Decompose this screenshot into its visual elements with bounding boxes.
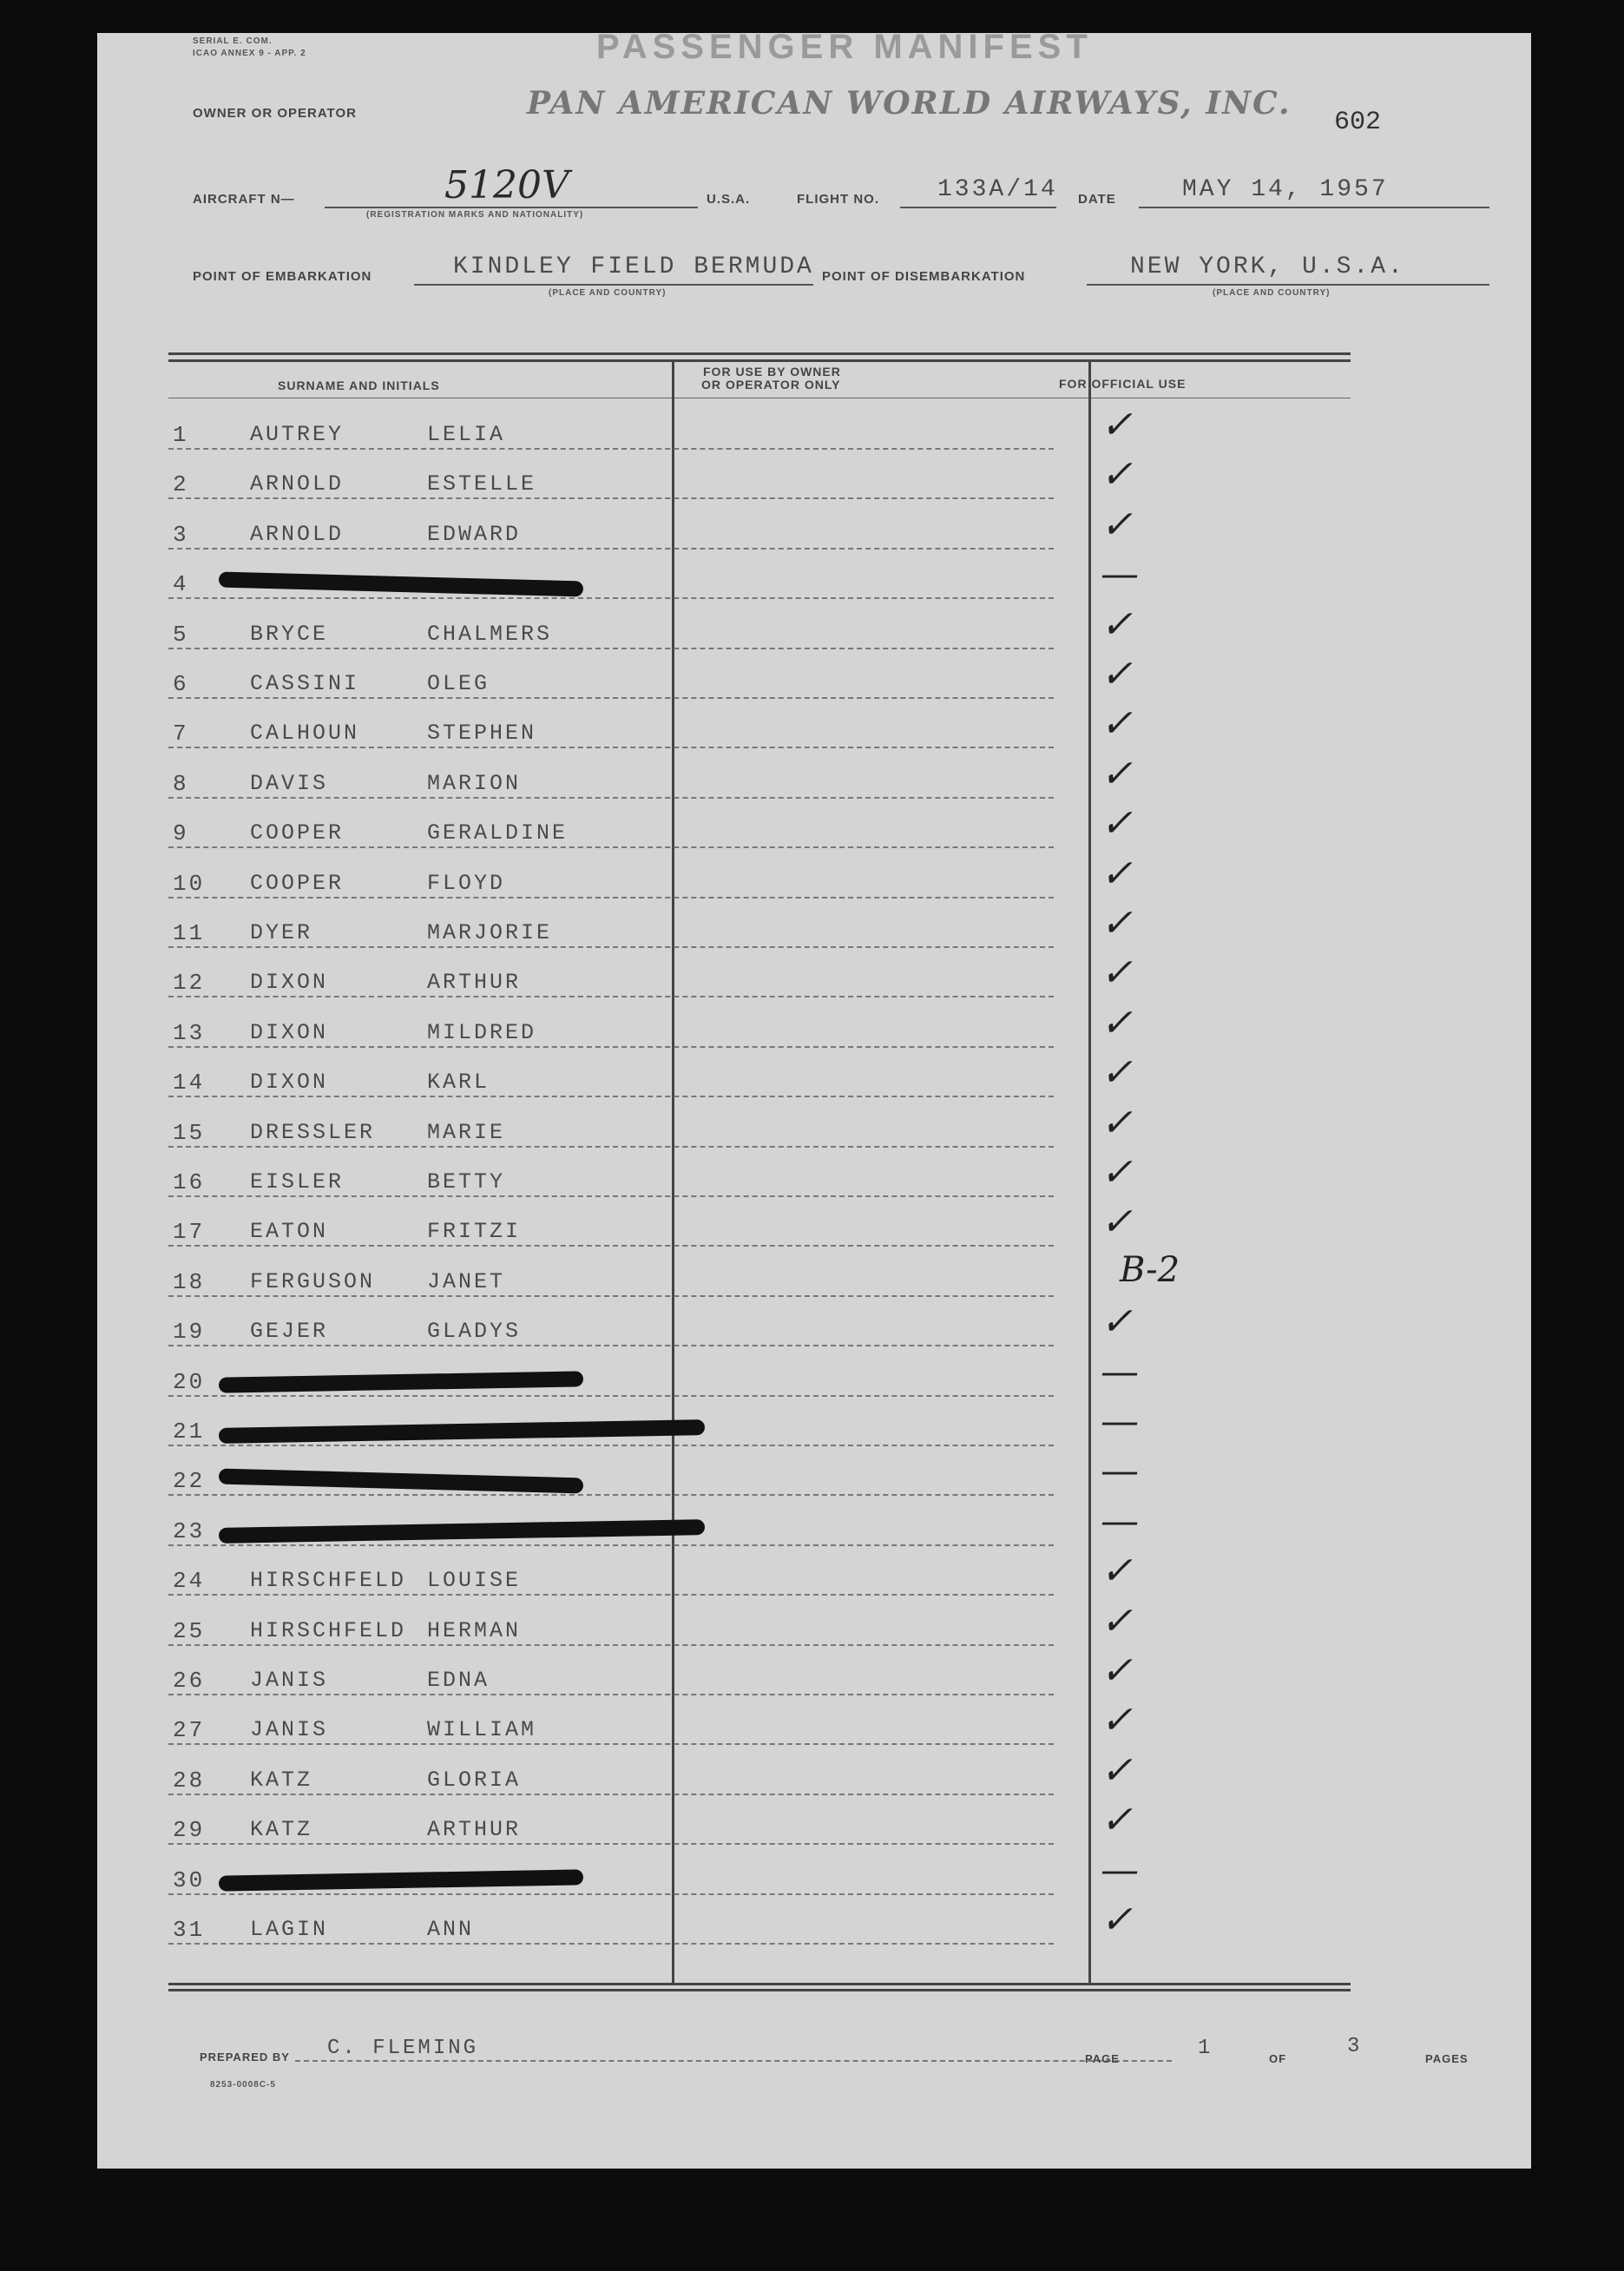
row-number: 7 [173,721,189,747]
passenger-surname: COOPER [250,871,345,896]
passenger-given-name: WILLIAM [427,1717,537,1742]
official-check-mark: — [1101,1499,1139,1544]
row-rule [168,448,1054,450]
row-number: 23 [173,1518,206,1544]
aircraft-label: AIRCRAFT N— [193,192,295,207]
column-separator-1 [672,361,674,1985]
row-number: 15 [173,1120,206,1146]
row-number: 28 [173,1767,206,1794]
table-top-rule [168,352,1351,355]
row-number: 25 [173,1618,206,1644]
official-check-mark: ✓ [1101,1698,1133,1742]
passenger-surname: JANIS [250,1668,329,1693]
official-check-mark: ✓ [1101,1150,1133,1195]
official-check-mark: ✓ [1101,503,1133,547]
passenger-given-name: JANET [427,1269,506,1294]
row-rule [168,597,1054,599]
embarkation-label: POINT OF EMBARKATION [193,269,372,284]
official-check-mark: — [1101,1350,1139,1394]
prepared-underline [295,2060,1172,2062]
column-header-surname: SURNAME AND INITIALS [278,378,440,392]
passenger-surname: HIRSCHFELD [250,1618,407,1643]
official-check-mark: ✓ [1101,602,1133,647]
table-bottom-rule [168,1983,1351,1985]
row-rule [168,846,1054,848]
official-check-mark: B-2 [1120,1250,1180,1290]
row-number: 16 [173,1169,206,1195]
passenger-surname: HIRSCHFELD [250,1568,407,1593]
passenger-given-name: GLADYS [427,1319,522,1344]
passenger-given-name: HERMAN [427,1618,522,1643]
passenger-surname: CASSINI [250,671,360,696]
row-number: 31 [173,1917,206,1943]
column-header-official: FOR OFFICIAL USE [1059,377,1187,391]
passenger-surname: COOPER [250,820,345,846]
passenger-given-name: MARIE [427,1120,506,1145]
row-number: 29 [173,1817,206,1843]
passenger-given-name: MILDRED [427,1020,537,1045]
passenger-given-name: FLOYD [427,871,506,896]
row-number: 20 [173,1369,206,1395]
date-value: MAY 14, 1957 [1182,176,1389,203]
official-check-mark: ✓ [1101,1798,1133,1842]
aircraft-sublabel: (REGISTRATION MARKS AND NATIONALITY) [366,210,584,220]
flight-value: 133A/14 [937,176,1058,203]
passenger-surname: AUTREY [250,422,345,447]
row-rule [168,697,1054,699]
redaction-mark [219,1519,705,1544]
page-value: 1 [1198,2037,1213,2060]
row-number: 12 [173,970,206,996]
table-top-rule-2 [168,359,1351,362]
passenger-given-name: EDWARD [427,522,522,547]
passenger-surname: ARNOLD [250,522,345,547]
passenger-given-name: ESTELLE [427,471,537,497]
passenger-surname: EISLER [250,1169,345,1195]
official-check-mark: ✓ [1101,652,1133,696]
row-rule [168,1395,1054,1397]
row-number: 5 [173,622,189,648]
row-rule [168,1096,1054,1097]
owner-label: OWNER OR OPERATOR [193,106,357,121]
flight-underline [900,207,1056,208]
row-rule [168,648,1054,649]
official-check-mark: ✓ [1101,1050,1133,1095]
official-check-mark: ✓ [1101,1200,1133,1244]
embarkation-value: KINDLEY FIELD BERMUDA [453,253,814,280]
row-number: 17 [173,1219,206,1245]
passenger-surname: ARNOLD [250,471,345,497]
row-number: 27 [173,1717,206,1743]
passenger-given-name: KARL [427,1070,490,1095]
passenger-surname: DYER [250,920,313,945]
passenger-given-name: LELIA [427,422,506,447]
row-rule [168,1345,1054,1346]
row-rule [168,996,1054,997]
aircraft-underline [325,207,698,208]
passenger-given-name: LOUISE [427,1568,522,1593]
flight-label: FLIGHT NO. [797,192,879,207]
passenger-surname: CALHOUN [250,721,360,746]
official-check-mark: ✓ [1101,701,1133,746]
passenger-given-name: OLEG [427,671,490,696]
row-rule [168,1494,1054,1496]
row-rule [168,946,1054,948]
owner-value: PAN AMERICAN WORLD AIRWAYS, INC. [527,85,1292,122]
official-check-mark: ✓ [1101,403,1133,447]
redaction-mark [219,1371,583,1392]
official-check-mark: — [1101,1848,1139,1892]
passenger-surname: KATZ [250,1817,313,1842]
official-check-mark: ✓ [1101,1599,1133,1643]
row-number: 4 [173,571,189,597]
row-number: 30 [173,1867,206,1893]
row-rule [168,1694,1054,1695]
redaction-mark [219,1869,583,1891]
column-header-owner-2: OR OPERATOR ONLY [701,378,841,392]
official-check-mark: — [1101,1399,1139,1444]
row-number: 3 [173,522,189,548]
embarkation-sublabel: (PLACE AND COUNTRY) [549,288,667,298]
row-number: 14 [173,1070,206,1096]
table-bottom-rule-2 [168,1989,1351,1991]
row-number: 18 [173,1269,206,1295]
manifest-sheet [97,28,1531,2169]
row-rule [168,1594,1054,1596]
official-check-mark: ✓ [1101,1001,1133,1045]
passenger-surname: DIXON [250,1070,329,1095]
disembarkation-underline [1087,284,1489,286]
disembarkation-sublabel: (PLACE AND COUNTRY) [1213,288,1331,298]
passenger-surname: EATON [250,1219,329,1244]
row-rule [168,1943,1054,1945]
row-number: 1 [173,422,189,448]
redaction-mark [219,1469,583,1494]
passenger-given-name: STEPHEN [427,721,537,746]
official-check-mark: ✓ [1101,951,1133,995]
usa-label: U.S.A. [707,192,751,207]
row-rule [168,1743,1054,1745]
row-number: 22 [173,1468,206,1494]
official-check-mark: — [1101,552,1139,596]
official-check-mark: ✓ [1101,452,1133,497]
passenger-surname: DIXON [250,1020,329,1045]
embarkation-underline [414,284,813,286]
page-serial-number: 602 [1334,108,1382,137]
disembarkation-value: NEW YORK, U.S.A. [1130,253,1405,280]
passenger-surname: GEJER [250,1319,329,1344]
row-rule [168,548,1054,550]
form-code: 8253-0008C-5 [210,2080,276,2090]
passenger-surname: FERGUSON [250,1269,376,1294]
passenger-given-name: ANN [427,1917,475,1942]
page-label: PAGE [1085,2052,1120,2065]
row-number: 21 [173,1419,206,1445]
row-number: 11 [173,920,206,946]
row-number: 24 [173,1568,206,1594]
passenger-given-name: ARTHUR [427,970,522,995]
official-check-mark: ✓ [1101,852,1133,896]
prepared-label: PREPARED BY [200,2050,290,2064]
passenger-surname: DAVIS [250,771,329,796]
row-rule [168,1544,1054,1546]
passenger-surname: DIXON [250,970,329,995]
row-number: 6 [173,671,189,697]
passenger-surname: DRESSLER [250,1120,376,1145]
official-check-mark: ✓ [1101,752,1133,796]
row-number: 9 [173,820,189,846]
passenger-given-name: GERALDINE [427,820,569,846]
row-rule [168,1295,1054,1297]
of-value: 3 [1347,2035,1363,2058]
passenger-surname: KATZ [250,1767,313,1793]
row-rule [168,497,1054,499]
row-rule [168,1794,1054,1795]
official-check-mark: ✓ [1101,901,1133,945]
row-rule [168,1445,1054,1446]
passenger-given-name: CHALMERS [427,622,553,647]
row-rule [168,1146,1054,1148]
row-rule [168,1644,1054,1646]
row-number: 26 [173,1668,206,1694]
official-check-mark: ✓ [1101,1300,1133,1344]
disembarkation-label: POINT OF DISEMBARKATION [822,269,1026,284]
pages-label: PAGES [1425,2052,1469,2065]
passenger-given-name: EDNA [427,1668,490,1693]
official-check-mark: ✓ [1101,1101,1133,1145]
row-rule [168,1893,1054,1895]
aircraft-value: 5120V [444,163,569,207]
passenger-given-name: MARION [427,771,522,796]
column-header-owner-1: FOR USE BY OWNER [703,365,841,378]
row-rule [168,1195,1054,1197]
official-check-mark: ✓ [1101,1649,1133,1693]
official-check-mark: — [1101,1449,1139,1493]
row-number: 19 [173,1319,206,1345]
passenger-given-name: BETTY [427,1169,506,1195]
official-check-mark: ✓ [1101,1748,1133,1793]
passenger-given-name: ARTHUR [427,1817,522,1842]
row-rule [168,1245,1054,1247]
row-number: 2 [173,471,189,497]
of-label: OF [1269,2052,1287,2065]
passenger-given-name: MARJORIE [427,920,553,945]
form-reference-1: SERIAL E. COM. [193,36,273,46]
row-rule [168,747,1054,748]
passenger-surname: JANIS [250,1717,329,1742]
date-label: DATE [1078,192,1116,207]
official-check-mark: ✓ [1101,1898,1133,1942]
passenger-surname: BRYCE [250,622,329,647]
redaction-mark [219,1419,705,1444]
passenger-given-name: FRITZI [427,1219,522,1244]
row-rule [168,1843,1054,1845]
passenger-given-name: GLORIA [427,1767,522,1793]
row-number: 13 [173,1020,206,1046]
passenger-surname: LAGIN [250,1917,329,1942]
form-reference-2: ICAO ANNEX 9 - APP. 2 [193,49,306,58]
row-rule [168,797,1054,799]
document-title: PASSENGER MANIFEST [596,28,1093,66]
prepared-value: C. FLEMING [327,2037,479,2060]
official-check-mark: ✓ [1101,1549,1133,1593]
column-separator-2 [1088,361,1091,1985]
row-rule [168,897,1054,899]
date-underline [1139,207,1489,208]
redaction-mark [219,572,583,597]
row-number: 10 [173,871,206,897]
official-check-mark: ✓ [1101,801,1133,846]
row-rule [168,1046,1054,1048]
row-number: 8 [173,771,189,797]
